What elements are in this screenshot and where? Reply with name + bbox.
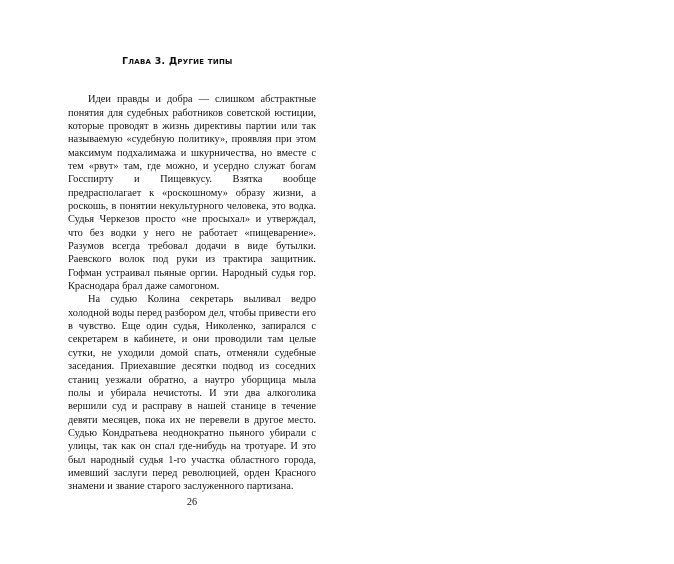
chapter-heading: Глава 3. Другие типы xyxy=(122,56,233,67)
paragraph: На судью Колина секретарь выливал ведро холодной воды перед разбором дел, чтобы привести его в чувство. Еще один судья, Николенко, запирался с секретарем в кабинете, и они проводили там целые сутки, не уходили домой спать, отменяли судебные заседания. Приехавшие десятки подвод из соседних станиц уезжали обратно, а наутро уборщица мыла полы и убирала нечистоты. И эти два алкоголика вершили суд и расправу в нашей станице в течение девяти месяцев, пока их не перевели в другое место. Судью Кондратьева неоднократно пьяного убирали с улицы, так как он спал где-нибудь на тротуаре. И это был народный судья 1-го участка областного города, имевший заслуги перед революцией, орден Красного знамени и звание старого заслуженного партизана. xyxy=(68,294,316,493)
page-right xyxy=(337,0,674,540)
paragraph: Идеи правды и добра — слишком абстрактные понятия для судебных работников советской юстиции, которые проводят в жизнь директивы партии или так называемую «судебную политику», проявляя при этом максимум подхалимажа и шкурничества, но вместе с тем «рвут» там, где можно, и усердно служат богам Госспирту и Пищевкусу. Взятка вообще предрасполагает к «роскошному» образу жизни, а роскошь, в понятии некультурного человека, это водка. Судья Черкезов просто «не просыхал» и утверждал, что без водки у него не работает «пищеварение». Разумов всегда требовал додачи в виде бутылки. Раевского волок под руки из трактира защитник. Гофман устраивал пьяные оргии. Народный судья гор. Краснодара брал даже самогоном. xyxy=(68,94,316,293)
page-left xyxy=(0,0,337,540)
left-page-text-column xyxy=(68,56,316,494)
page-number-left: 26 xyxy=(186,497,198,508)
